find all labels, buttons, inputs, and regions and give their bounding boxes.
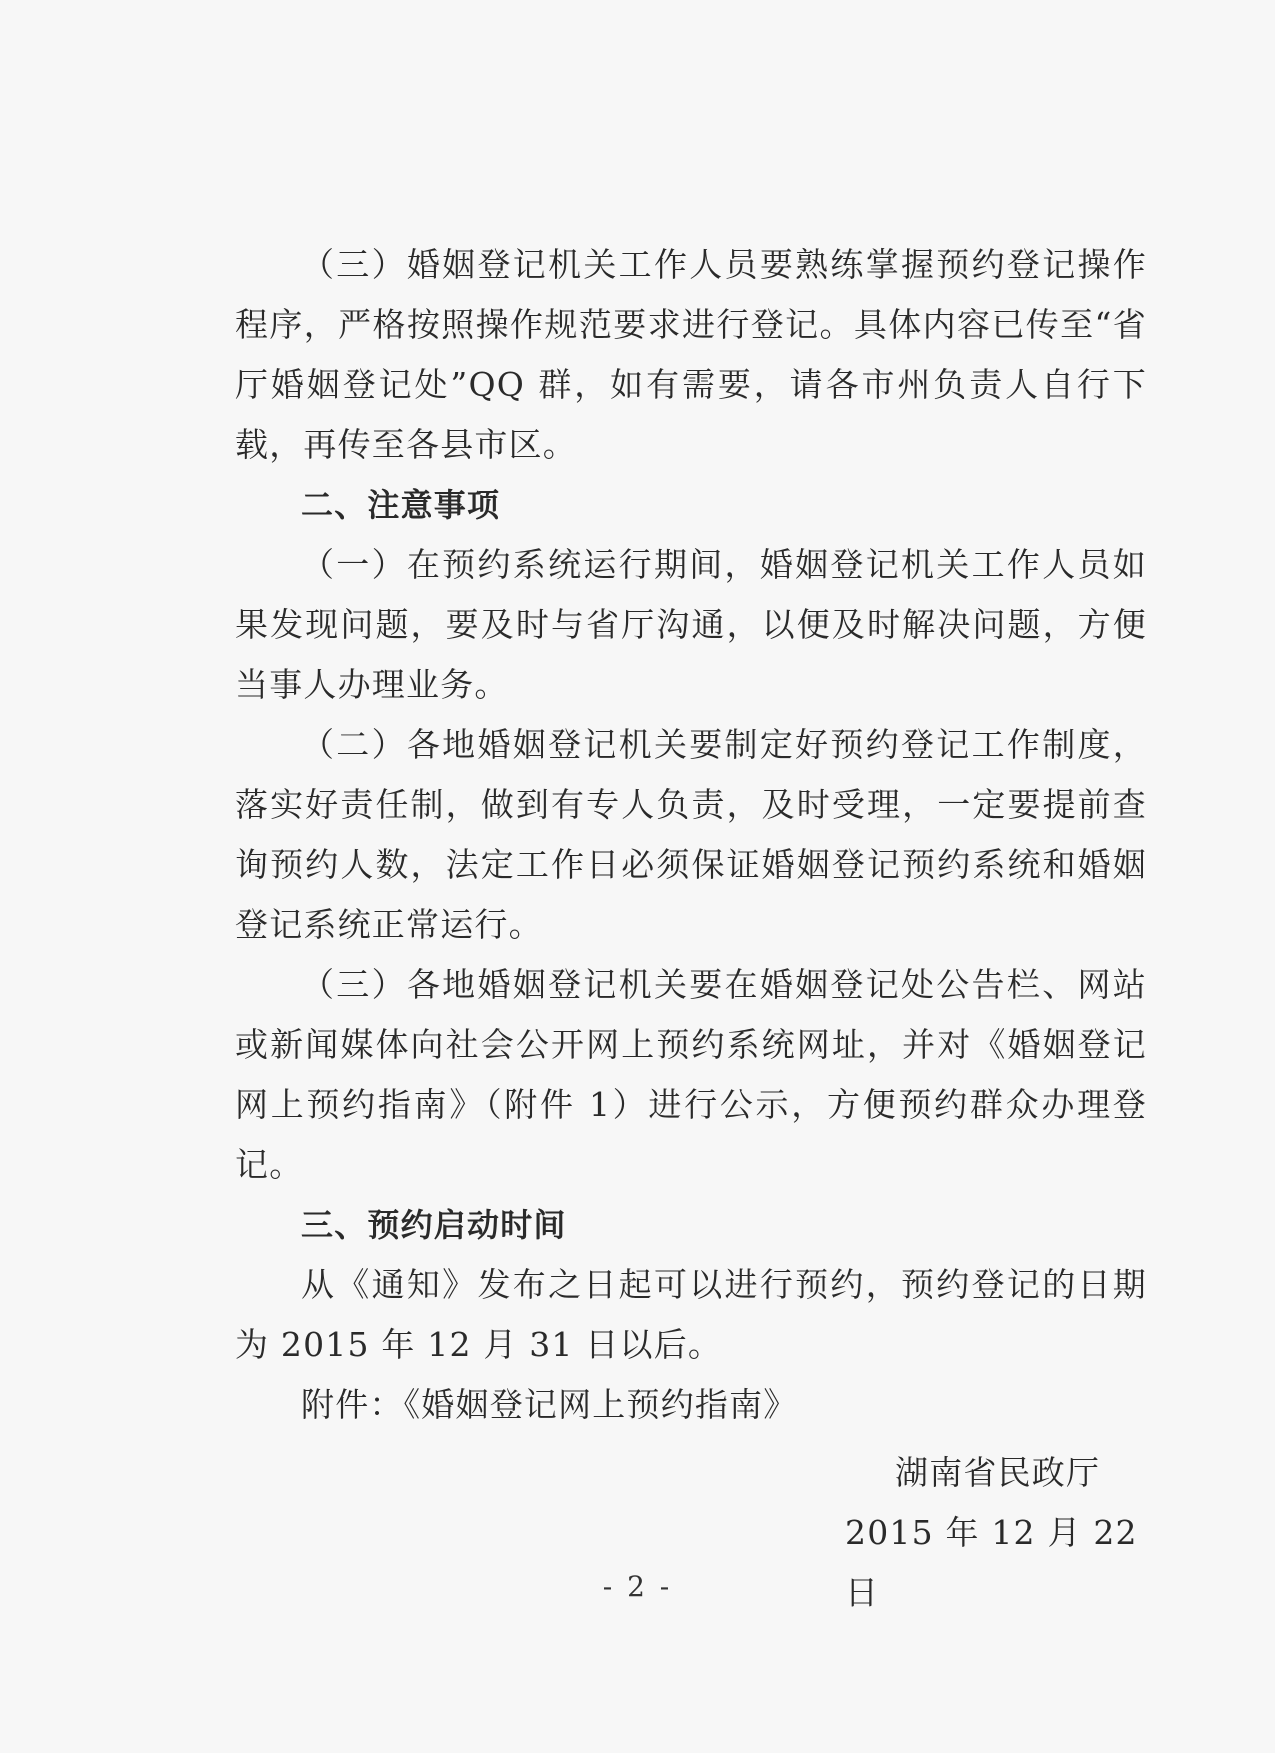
attachment-line: 附件：《婚姻登记网上预约指南》: [301, 1385, 798, 1424]
paragraph-note-3: （三）各地婚姻登记机关要在婚姻登记处公告栏、网站或新闻媒体向社会公开网上预约系统网址，并对《婚姻登记网上预约指南》（附件 1）进行公示，方便预约群众办理登记。: [235, 965, 1147, 1184]
signature-organization: 湖南省民政厅: [895, 1453, 1101, 1492]
page-number: - 2 -: [602, 1570, 673, 1603]
paragraph-start-time: 从《通知》发布之日起可以进行预约，预约登记的日期为 2015 年 12 月 31 日以后。: [235, 1265, 1147, 1364]
heading-start-time: 三、预约启动时间: [301, 1206, 567, 1244]
document-body: [235, 235, 1147, 1623]
paragraph-note-2: （二）各地婚姻登记机关要制定好预约登记工作制度，落实好责任制，做到有专人负责，及时受理，一定要提前查询预约人数，法定工作日必须保证婚姻登记预约系统和婚姻登记系统正常运行。: [235, 725, 1147, 944]
paragraph-note-1: （一）在预约系统运行期间，婚姻登记机关工作人员如果发现问题，要及时与省厅沟通，以便及时解决问题，方便当事人办理业务。: [235, 545, 1147, 704]
paragraph-registration-procedure: （三）婚姻登记机关工作人员要熟练掌握预约登记操作程序，严格按照操作规范要求进行登记。具体内容已传至“省厅婚姻登记处”QQ 群，如有需要，请各市州负责人自行下载，再传至各县市区。: [235, 245, 1147, 464]
heading-notes: 二、注意事项: [301, 486, 501, 524]
signature-date: 2015 年 12 月 22 日: [845, 1513, 1138, 1612]
